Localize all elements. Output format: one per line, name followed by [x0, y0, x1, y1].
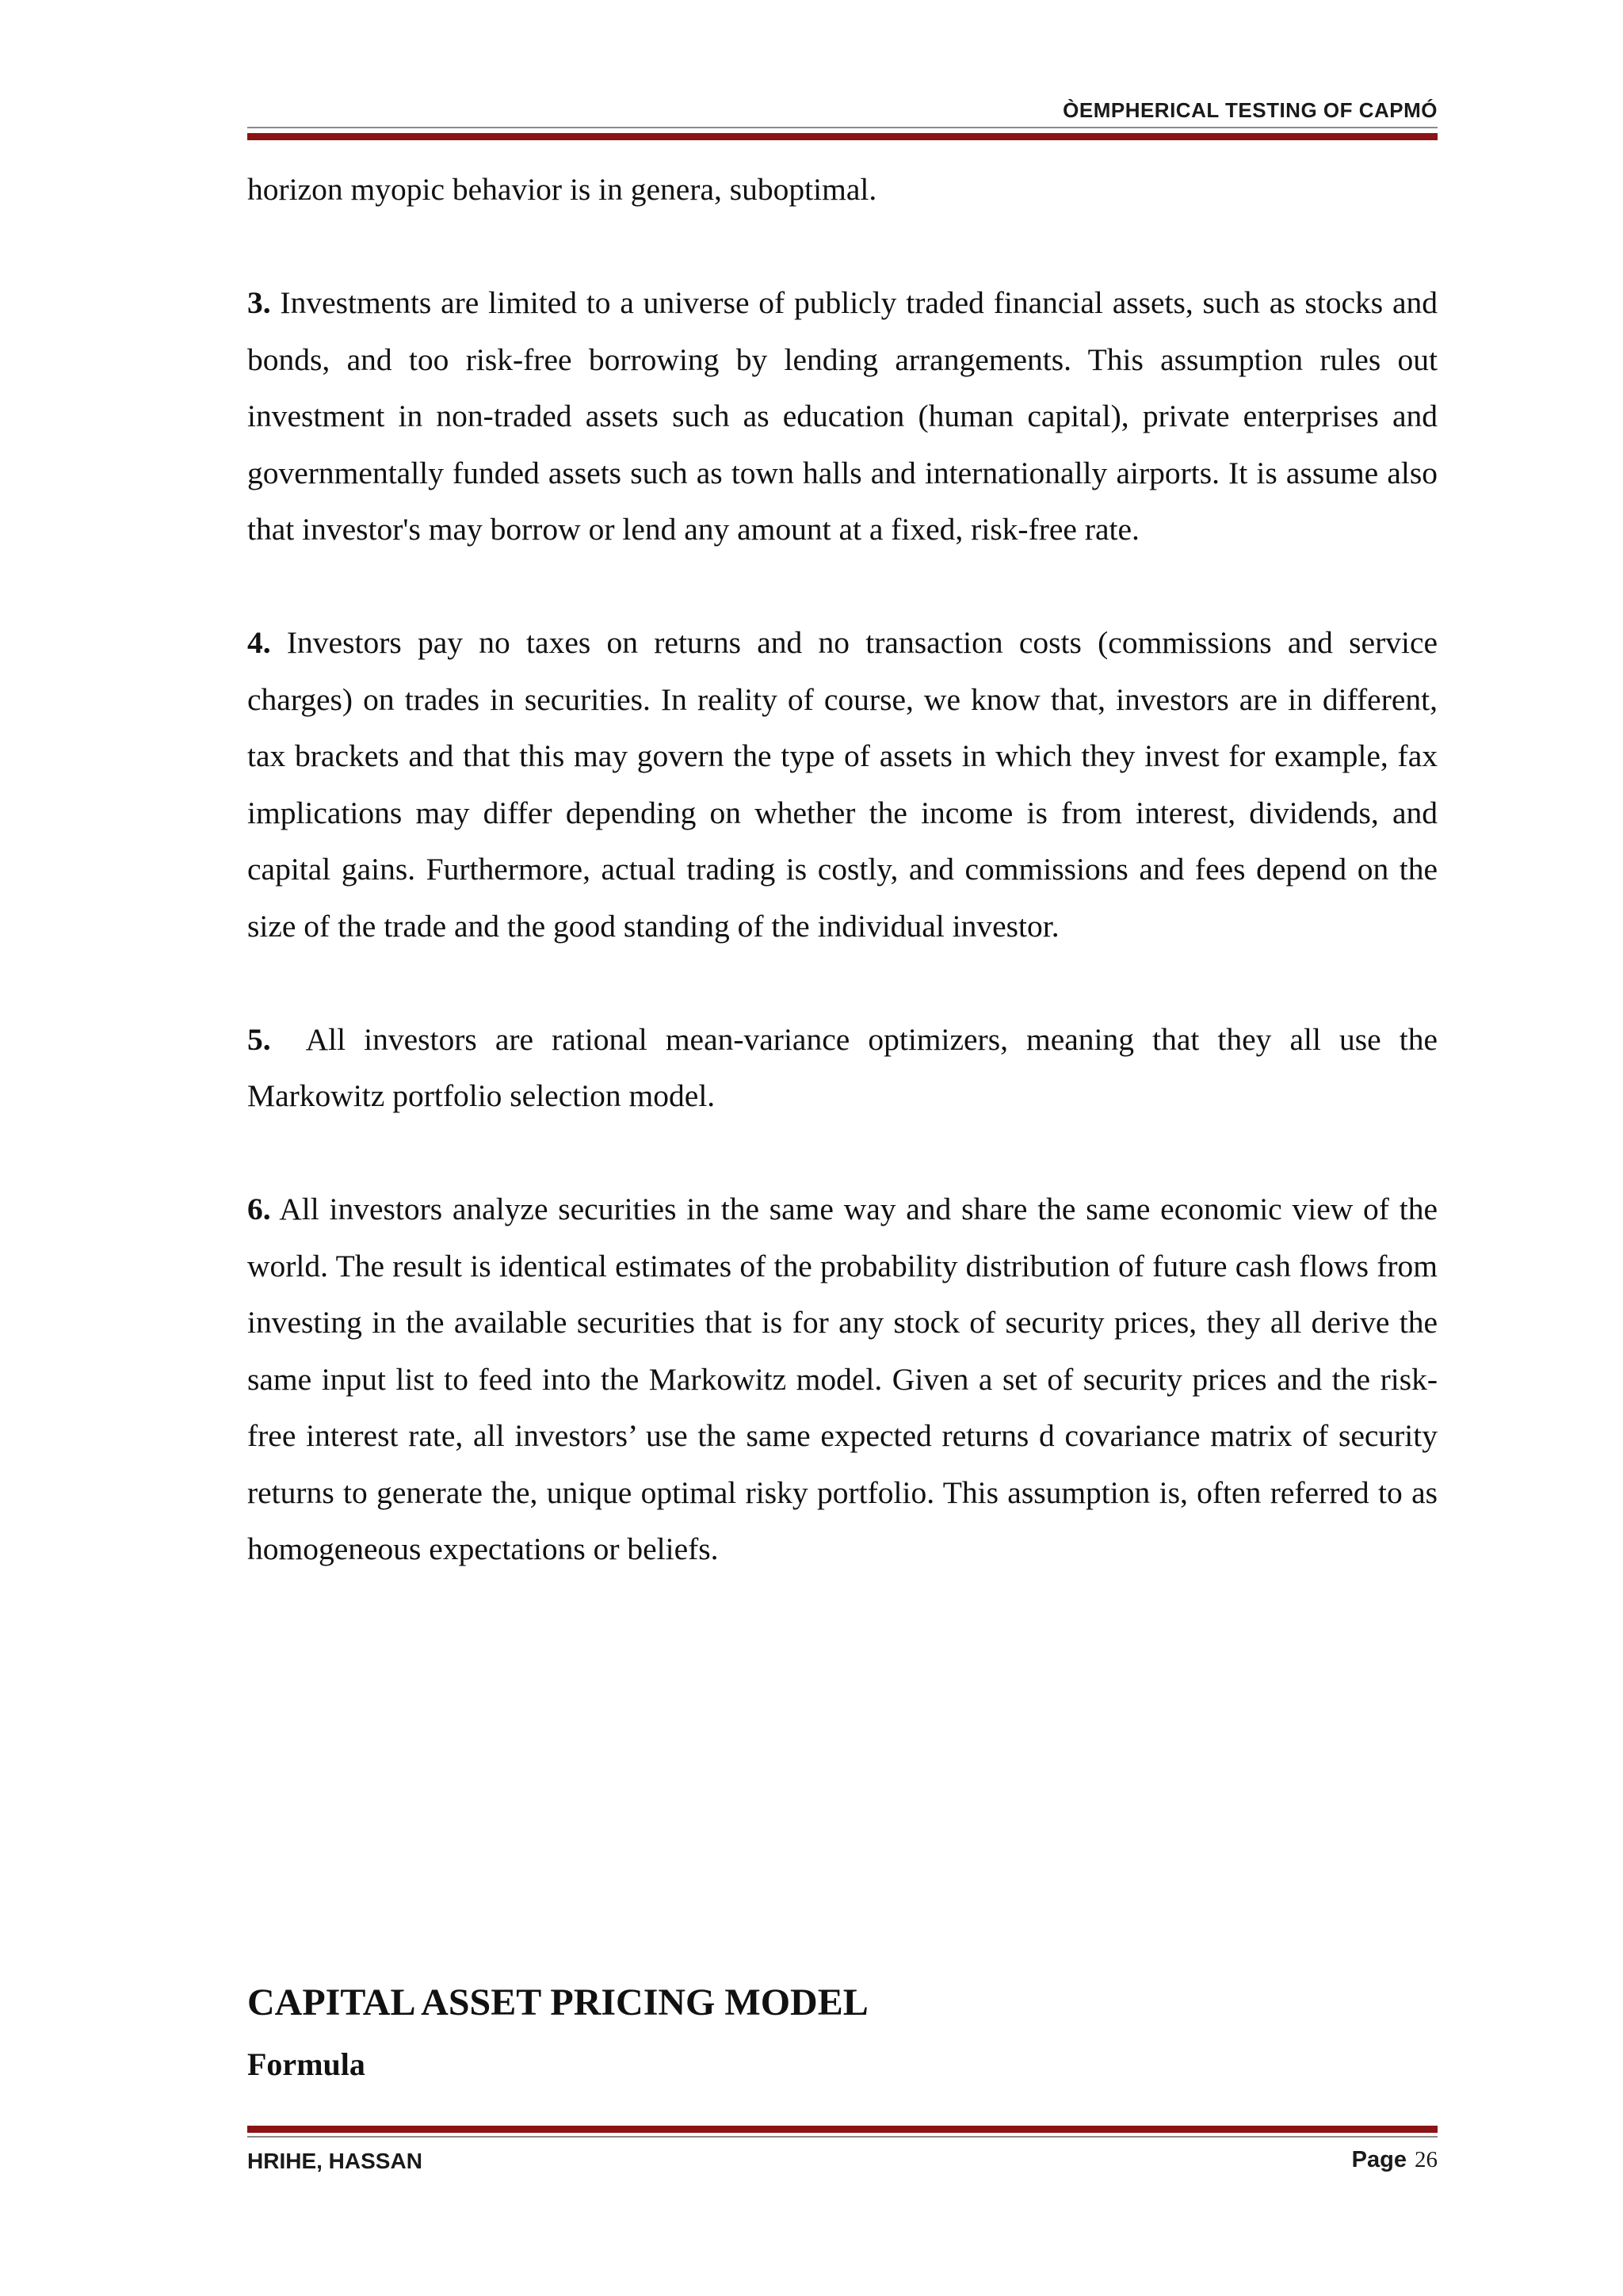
assumption-text: All investors are rational mean-variance optimizers, meaning that they all use the Markowitz portfolio selection model.	[247, 1021, 1438, 1113]
assumption-text: All investors analyze securities in the same way and share the same economic view of the world. The result is identical estimates of the probability distribution of future cash flows from investing in the available securities that is for any stock of security prices, they all derive the same input list to feed into the Markowitz model. Given a set of security prices and the risk-free interest rate, all investors’ use the same expected returns d covariance matrix of security returns to generate the, unique optimal risky portfolio. This assumption is, often referred to as homogeneous expectations or beliefs.	[247, 1192, 1438, 1566]
assumption-text: Investors pay no taxes on returns and no transaction costs (commissions and service charges) on trades in securities. In reality of course, we know that, investors are in different, tax brackets and that this may govern the type of assets in which they invest for example, fax implications may differ depending on whether the income is from interest, dividends, and capital gains. Furthermore, actual trading is costly, and commissions and fees depend on the size of the trade and the good standing of the individual investor.	[247, 625, 1438, 944]
footer-accent-rule	[247, 2126, 1438, 2133]
header-thin-rule	[247, 127, 1438, 128]
section-subheading: Formula	[247, 2046, 365, 2082]
assumption-number: 3.	[247, 285, 271, 320]
footer-thin-rule	[247, 2136, 1438, 2138]
page-number: 26	[1415, 2147, 1438, 2172]
body-text	[247, 162, 1438, 1634]
assumption-number: 6.	[247, 1192, 271, 1226]
assumption-paragraph-5	[247, 1012, 1438, 1125]
assumption-paragraph-4	[247, 615, 1438, 955]
section-heading: CAPITAL ASSET PRICING MODEL	[247, 1981, 869, 2023]
running-header-title: ÒEMPHERICAL TESTING OF CAPMÓ	[1063, 98, 1438, 122]
footer-author: HRIHE, HASSAN	[247, 2149, 422, 2173]
assumption-paragraph-6	[247, 1181, 1438, 1578]
header-accent-rule	[247, 133, 1438, 140]
page-label: Page	[1351, 2147, 1407, 2172]
assumption-number: 4.	[247, 625, 271, 660]
assumption-paragraph-3	[247, 275, 1438, 559]
intro-line: horizon myopic behavior is in genera, suboptimal.	[247, 172, 877, 207]
assumption-number: 5.	[247, 1021, 271, 1057]
assumption-text: Investments are limited to a universe of publicly traded financial assets, such as stocks and bonds, and too risk-free borrowing by lending arrangements. This assumption rules out investment in non-traded assets such as education (human capital), private enterprises and governmentally funded assets such as town halls and internationally airports. It is assume also that investor's may borrow or lend any amount at a fixed, risk-free rate.	[247, 285, 1438, 547]
footer-page-number	[1352, 2147, 1438, 2173]
